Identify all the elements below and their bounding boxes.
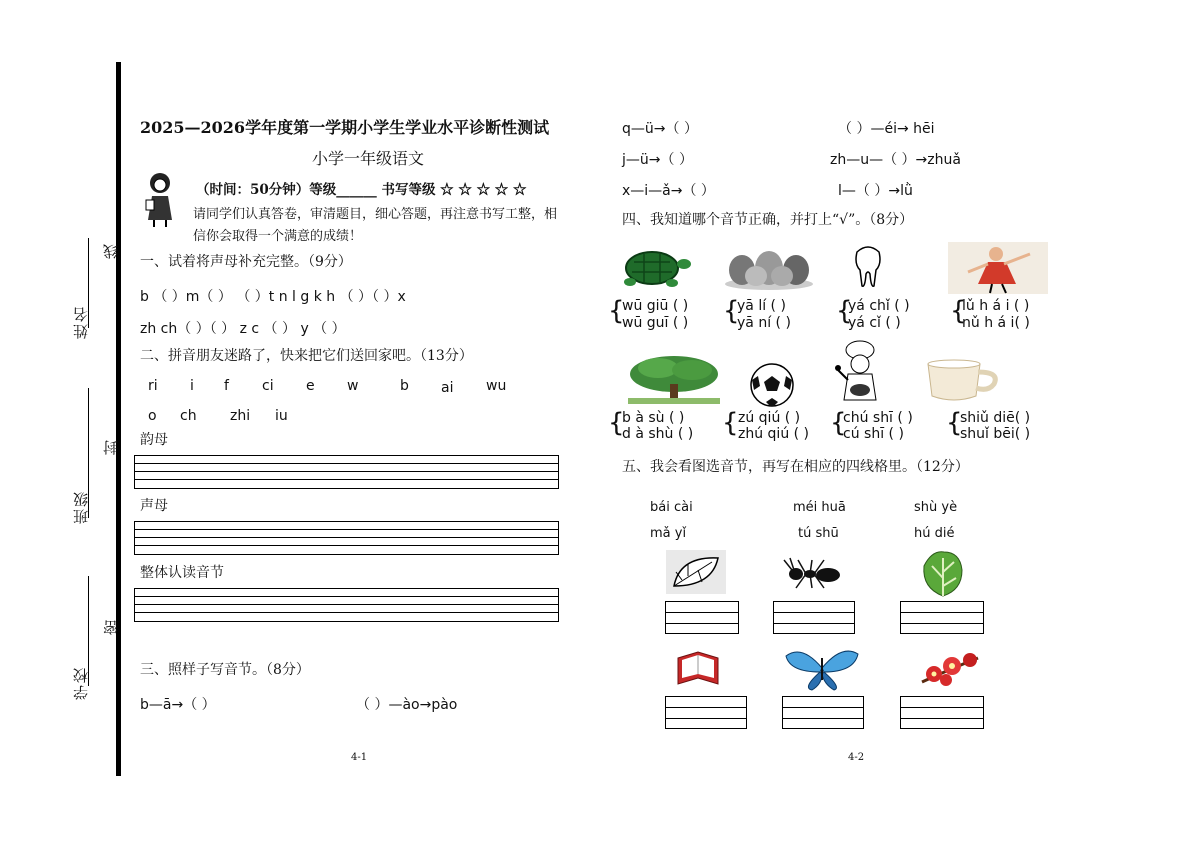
q4-choice[interactable]: zhú qiú ( )	[738, 426, 810, 442]
binding-border-bar	[116, 62, 121, 776]
q5-syllable: méi huā	[793, 500, 846, 515]
q5-syllable: shù yè	[914, 500, 958, 515]
q2-syllable: f	[224, 378, 229, 394]
exam-subtitle: 小学一年级语文	[312, 149, 425, 168]
brace: {	[830, 408, 847, 438]
q2-syllable: ai	[441, 380, 454, 396]
q4-choice[interactable]: yā lí ( )	[737, 298, 786, 314]
girl-reading-icon	[140, 170, 182, 228]
q3-left-item[interactable]: b—ā→（ ）	[140, 697, 216, 713]
exam-info: （时间：50分钟）等级______ 书写等级 ☆ ☆ ☆ ☆ ☆	[196, 182, 527, 198]
brace: {	[608, 296, 625, 326]
q2-syllable: zhi	[230, 408, 251, 424]
q2-syllable: iu	[275, 408, 288, 424]
q2-category-whole: 整体认读音节	[140, 565, 224, 581]
q3-right-item[interactable]: zh—u—（ ）→zhuǎ	[830, 152, 961, 168]
brace: {	[950, 296, 967, 326]
q4-title: 四、我知道哪个音节正确，并打上“√”。（8分）	[622, 212, 914, 228]
writing-grid-finals[interactable]	[134, 455, 559, 489]
cut-word-seal: 封	[102, 440, 120, 455]
tree-icon	[628, 354, 720, 406]
q4-choice[interactable]: lǔ h á i ( )	[962, 298, 1030, 314]
plum-blossom-icon	[918, 648, 982, 688]
q5-syllable: hú dié	[914, 526, 955, 541]
intro-line-2: 信你会取得一个满意的成绩！	[193, 229, 363, 244]
brace: {	[723, 296, 740, 326]
page-number-right: 4-2	[848, 752, 865, 763]
name-label: 姓名	[72, 305, 90, 339]
writing-grid-leaf[interactable]	[665, 601, 739, 634]
turtle-icon	[614, 246, 692, 288]
book-icon	[674, 648, 722, 688]
q4-choice[interactable]: chú shī ( )	[843, 410, 913, 426]
q4-choice[interactable]: zú qiú ( )	[738, 410, 801, 426]
pears-icon	[724, 244, 814, 290]
q2-syllable: w	[347, 378, 359, 394]
q3-right-item[interactable]: （ ）—ào→pào	[356, 697, 458, 713]
class-label: 班级	[72, 490, 90, 524]
intro-line-1: 请同学们认真答卷，审清题目，细心答题，再注意书写工整，相	[193, 207, 558, 222]
q4-choice[interactable]: cú shī ( )	[843, 426, 904, 442]
q1-title: 一、试着将声母补充完整。（9分）	[140, 254, 352, 270]
brace: {	[946, 408, 963, 438]
ant-icon	[782, 556, 850, 592]
writing-grid-plum[interactable]	[900, 696, 984, 729]
q1-row-2: zh ch（ ）（ ） z c （ ） y （ ）	[140, 321, 346, 337]
q2-title: 二、拼音朋友迷路了，快来把它们送回家吧。（13分）	[140, 348, 473, 364]
tooth-icon	[852, 244, 884, 290]
q2-syllable: i	[190, 378, 194, 394]
q2-syllable: e	[306, 378, 315, 394]
q2-syllable: ch	[180, 408, 197, 424]
q3-right-item[interactable]: l—（ ）→lǜ	[838, 183, 913, 199]
q2-category-initials: 声母	[140, 498, 168, 514]
q5-syllable: tú shū	[798, 526, 839, 541]
q4-choice[interactable]: nǔ h á i( )	[962, 315, 1030, 331]
q3-left-item[interactable]: x—i—ǎ→（ ）	[622, 183, 715, 199]
q4-choice[interactable]: wū giū ( )	[622, 298, 689, 314]
girl-icon	[948, 242, 1048, 294]
q4-choice[interactable]: d à shù ( )	[622, 426, 694, 442]
q3-left-item[interactable]: j—ü→（ ）	[622, 152, 693, 168]
q1-row-1: b （ ）m（ ） （ ）t n l g k h （ ）（ ）x	[140, 289, 406, 305]
q2-category-finals: 韵母	[140, 432, 168, 448]
cut-word-secret: 密	[102, 620, 120, 635]
writing-grid-butterfly[interactable]	[782, 696, 864, 729]
writing-grid-initials[interactable]	[134, 521, 559, 555]
writing-grid-cabbage[interactable]	[900, 601, 984, 634]
cabbage-icon	[918, 548, 968, 598]
chef-icon	[834, 340, 884, 406]
football-icon	[746, 362, 798, 408]
q3-left-item[interactable]: q—ü→（ ）	[622, 121, 698, 137]
q3-right-item[interactable]: （ ）—éi→ hēi	[838, 121, 935, 137]
cup-icon	[922, 358, 1004, 406]
exam-title: 2025—2026学年度第一学期小学生学业水平诊断性测试	[140, 118, 550, 137]
q2-syllable: ri	[148, 378, 158, 394]
q2-syllable: ci	[262, 378, 274, 394]
q4-choice[interactable]: yá cǐ ( )	[848, 315, 901, 331]
writing-grid-book[interactable]	[665, 696, 747, 729]
brace: {	[608, 408, 625, 438]
q4-choice[interactable]: shuǐ bēi( )	[960, 426, 1031, 442]
q2-syllable: wu	[486, 378, 507, 394]
brace: {	[836, 296, 853, 326]
q5-syllable: mǎ yǐ	[650, 526, 687, 541]
q5-syllable: bái cài	[650, 500, 693, 515]
brace: {	[722, 408, 739, 438]
q4-choice[interactable]: b à sù ( )	[622, 410, 685, 426]
q5-title: 五、我会看图选音节，再写在相应的四线格里。（12分）	[622, 459, 969, 475]
writing-grid-whole[interactable]	[134, 588, 559, 622]
leaf-icon	[666, 550, 726, 594]
q4-choice[interactable]: yá chǐ ( )	[848, 298, 910, 314]
butterfly-icon	[782, 644, 862, 692]
writing-grid-ant[interactable]	[773, 601, 855, 634]
q4-choice[interactable]: wū guī ( )	[622, 315, 689, 331]
q3-title: 三、照样子写音节。（8分）	[140, 662, 310, 678]
school-label: 学校	[72, 666, 90, 700]
page-number-left: 4-1	[351, 752, 368, 763]
q4-choice[interactable]: yā ní ( )	[737, 315, 791, 331]
cut-word-line: 线	[102, 244, 120, 259]
q2-syllable: o	[148, 408, 157, 424]
q2-syllable: b	[400, 378, 409, 394]
q4-choice[interactable]: shiǔ diē( )	[960, 410, 1031, 426]
